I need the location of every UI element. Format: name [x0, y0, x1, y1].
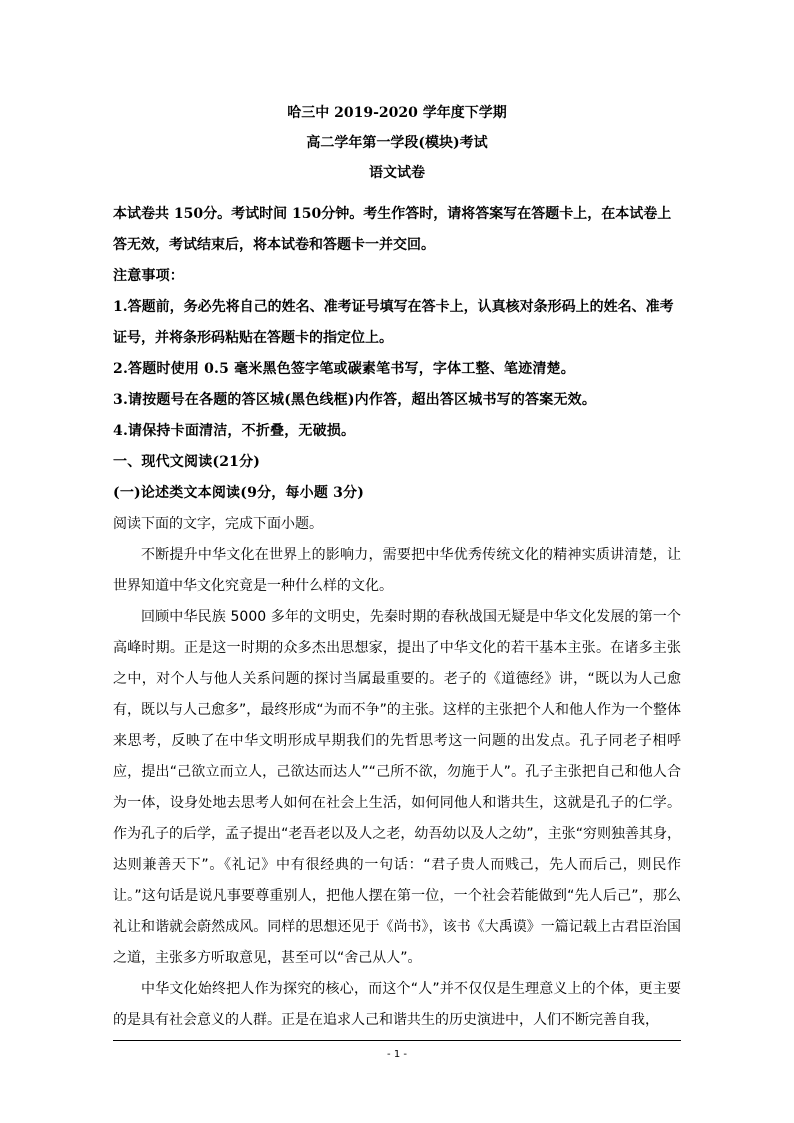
note-item-3: 3.请按题号在各题的答区城(黑色线框)内作答，超出答区城书写的答案无效。 — [113, 392, 597, 408]
passage-paragraph-1: 不断提升中华文化在世界上的影响力，需要把中华优秀传统文化的精神实质讲清楚，让世界知道中华文化究竟是一种什么样的文化。 — [113, 547, 681, 594]
note-item-1: 1.答题前，务必先将自己的姓名、准考证号填写在答卡上，认真核对条形码上的姓名、准考证号，并将条形码粘贴在答题卡的指定位上。 — [113, 299, 674, 346]
footer-divider — [113, 1040, 681, 1041]
exam-title: 高二学年第一学段(模块)考试 — [306, 135, 488, 151]
exam-instructions: 本试卷共 150分。考试时间 150分钟。考生作答时，请将答案写在答题卡上，在本试卷上答无效，考试结束后，将本试卷和答题卡一并交回。 — [113, 206, 672, 253]
subject-title: 语文试卷 — [369, 165, 425, 181]
page-content — [113, 103, 681, 1036]
subsection-title: (一)论述类文本阅读(9分，每小题 3分) — [113, 485, 365, 501]
reading-instruction: 阅读下面的文字，完成下面小题。 — [113, 516, 323, 532]
notes-heading: 注意事项： — [113, 268, 184, 284]
passage-paragraph-3: 中华文化始终把人作为探究的核心，而这个“人”并不仅仅是生理意义上的个体，更主要的是具有社会意义的人群。正是在追求人己和谐共生的历史演进中，人们不断完善自我， — [113, 981, 681, 1028]
school-title: 哈三中 2019-2020 学年度下学期 — [287, 105, 507, 121]
note-item-2: 2.答题时使用 0.5 毫米黑色签字笔或碳素笔书写，字体工整、笔迹清楚。 — [113, 361, 575, 377]
note-item-4: 4.请保持卡面清洁，不折叠，无破损。 — [113, 423, 356, 439]
section-title: 一、现代文阅读(21分) — [113, 454, 261, 470]
page-number: - 1 - — [387, 1049, 407, 1060]
passage-paragraph-2: 回顾中华民族 5000 多年的文明史，先秦时期的春秋战国无疑是中华文化发展的第一个高峰时期。正是这一时期的众多杰出思想家，提出了中华文化的若干基本主张。在诸多主张之中，对个人与他人关系问题的探讨当属最重要的。老子的《道德经》讲，“既以为人己愈有，既以与人己愈多”，最终形成“为而不争”的主张。这样的主张把个人和他人作为一个整体来思考，反映了在中华文明形成早期我们的先哲思考这一问题的出发点。孔子同老子相呼应，提出“己欲立而立人，己欲达而达人”“己所不欲，勿施于人”。孔子主张把自己和他人合为一体，设身处地去思考人如何在社会上生活，如何同他人和谐共生，这就是孔子的仁学。作为孔子的后学，孟子提出“老吾老以及人之老，幼吾幼以及人之幼”，主张“穷则独善其身，达则兼善天下”。《礼记》中有很经典的一句话：“君子贵人而贱己，先人而后己，则民作让。”这句话是说凡事要尊重别人，把他人摆在第一位，一个社会若能做到“先人后己”，那么礼让和谐就会蔚然成风。同样的思想还见于《尚书》，该书《大禹谟》一篇记载上古君臣治国之道，主张多方听取意见，甚至可以“舍己从人”。 — [113, 609, 681, 966]
